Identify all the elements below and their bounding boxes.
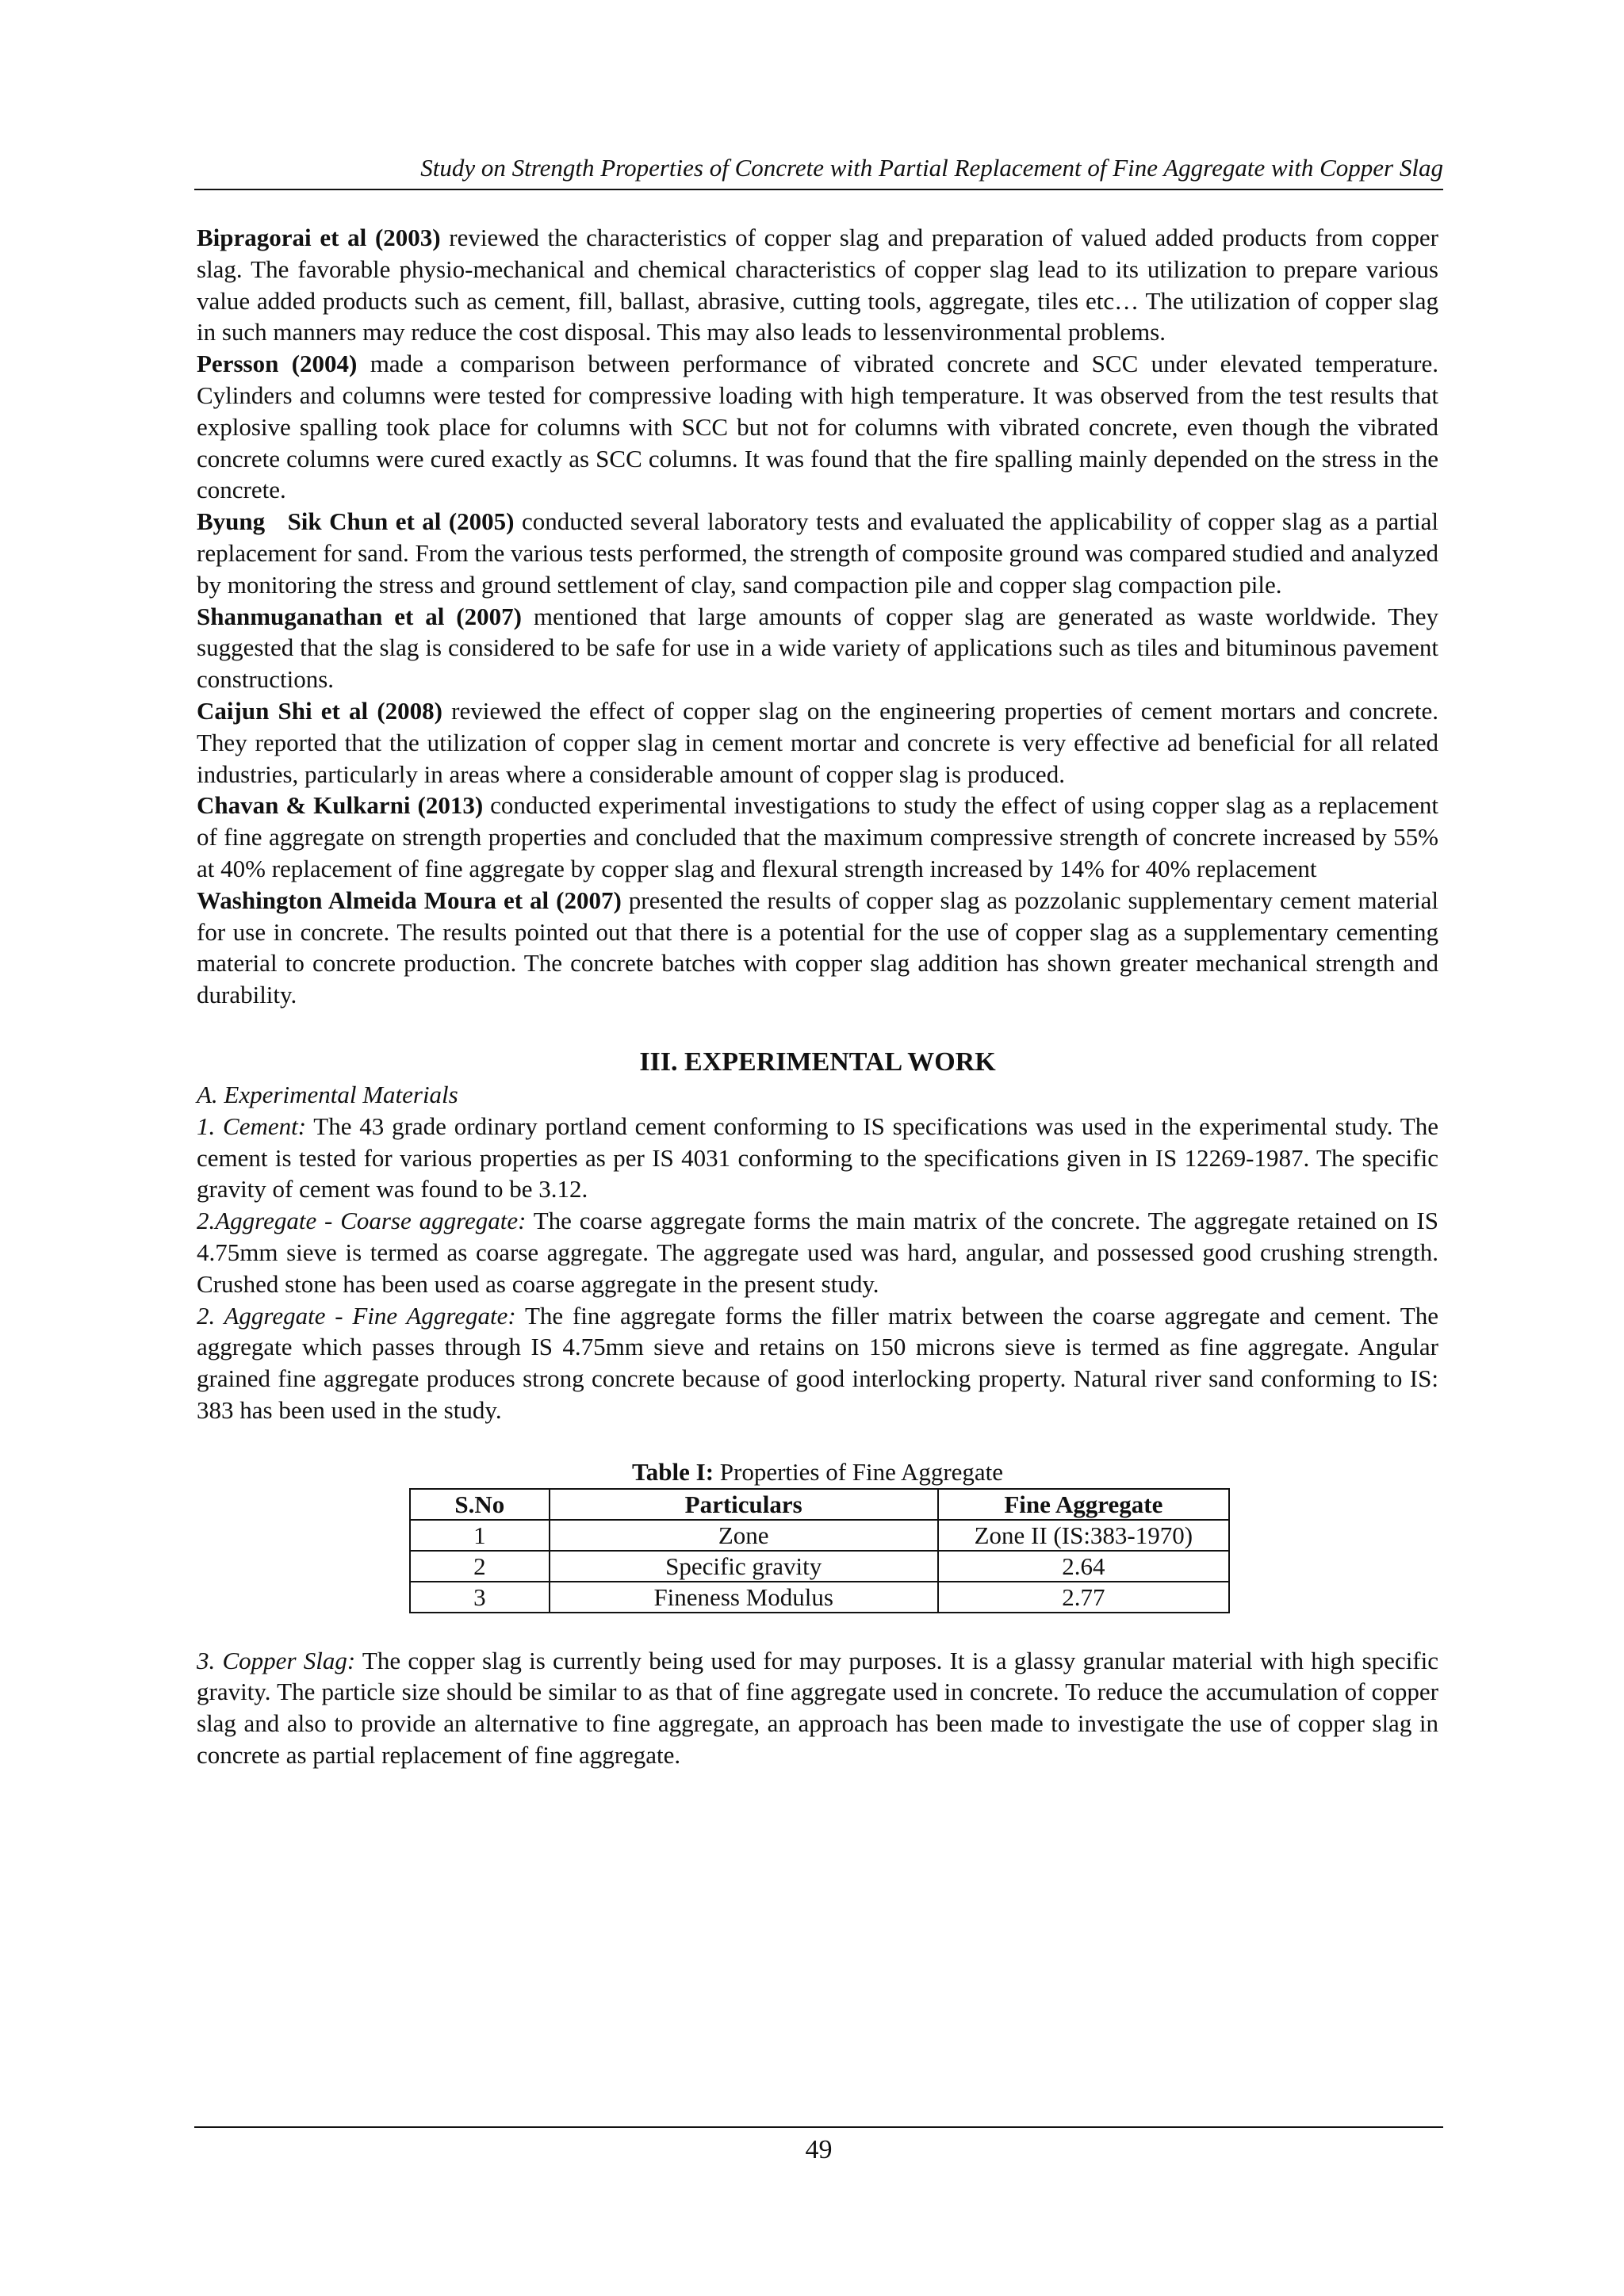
review-text: conducted several laboratory tests and evaluated the applicability of copper slag as a partial replacement for sand. From the various tests performed, the strength of composite ground was compared studied and analyzed by monitoring the stress and ground settlement of clay, sand compaction pile and copper slag compaction pile. [197,507,1438,599]
copper-slag-label: 3. Copper Slag: [197,1646,356,1674]
table-caption-label: Table I: [631,1457,714,1486]
review-text: made a comparison between performance of vibrated concrete and SCC under elevated temperature. Cylinders and columns were tested for compressive loading with high temperature. It was observed from the test results that explosive spalling took place for columns with SCC but not for columns with vibrated concrete, even though the vibrated concrete columns were cured exactly as SCC columns. It was found that the fire spalling mainly depended on the stress in the concrete. [197,350,1438,504]
header-rule [194,189,1443,190]
table-row [410,1582,1229,1613]
subsection-heading: A. Experimental Materials [197,1080,458,1108]
review-author: Persson (2004) [197,350,358,378]
review-text: reviewed the effect of copper slag on the engineering properties of cement mortars and concrete. They reported that the utilization of copper slag in cement mortar and concrete is very effective ad beneficial for all related industries, particularly in areas where a considerable amount of copper slag is produced. [197,696,1438,788]
fine-aggregate-text: The fine aggregate forms the filler matrix between the coarse aggregate and cement. The aggregate which passes through IS 4.75mm sieve and retains on 150 microns sieve is termed as fine aggregate. Angular grained fine aggregate produces strong concrete because of good interlocking property. Natural river sand conforming to IS: 383 has been used in the study. [197,1301,1438,1424]
header-cell-particulars: Particulars [550,1489,938,1520]
review-author: Caijun Shi et al (2008) [197,696,442,725]
review-text: reviewed the characteristics of copper slag and preparation of valued added products from copper slag. The favorable physio-mechanical and chemical characteristics of copper slag lead to its utilization to prepare various value added products such as cement, fill, ballast, abrasive, cutting tools, aggregate, tiles etc… The utilization of copper slag in such manners may reduce the cost disposal. This may also leads to lessenvironmental problems. [197,224,1438,346]
review-paragraph [197,348,1438,506]
review-author: Chavan & Kulkarni (2013) [197,791,484,820]
fine-aggregate-label: 2. Aggregate - Fine Aggregate: [197,1301,516,1330]
header-cell-fine-aggregate: Fine Aggregate [938,1489,1229,1520]
header-cell-sno: S.No [410,1489,550,1520]
review-text: mentioned that large amounts of copper slag are generated as waste worldwide. They suggested that the slag is considered to be safe for use in a wide variety of applications such as tiles and bituminous pavement constructions. [197,602,1438,694]
table-cell: Zone II (IS:383-1970) [938,1520,1229,1551]
running-header: Study on Strength Properties of Concrete with Partial Replacement of Fine Aggregate with Copper Slag [420,154,1443,182]
table-caption-text: Properties of Fine Aggregate [714,1457,1004,1486]
review-paragraph [197,601,1438,695]
table-cell: Zone [550,1520,938,1551]
section-heading: III. EXPERIMENTAL WORK [639,1047,996,1077]
review-author: Bipragorai et al (2003) [197,224,441,251]
table-row [410,1551,1229,1582]
review-paragraph [197,885,1438,1011]
review-text: conducted experimental investigations to study the effect of using copper slag as a replacement of fine aggregate on strength properties and concluded that the maximum compressive strength of concrete increased by 55% at 40% replacement of fine aggregate by copper slag and flexural strength increased by 14% for 40% replacement [197,791,1438,882]
table-cell: Fineness Modulus [550,1582,938,1613]
table-caption [197,1458,1438,1487]
review-paragraph [197,506,1438,600]
review-paragraph [197,695,1438,790]
coarse-aggregate-text: The coarse aggregate forms the main matrix of the concrete. The aggregate retained on IS 4.75mm sieve is termed as coarse aggregate. The aggregate used was hard, angular, and possessed good crushing strength. Crushed stone has been used as coarse aggregate in the present study. [197,1207,1438,1298]
table-cell: 2.64 [938,1551,1229,1582]
page-number: 49 [805,2135,833,2164]
footer-rule [194,2126,1443,2128]
table-header-row [410,1489,1229,1520]
coarse-aggregate-label: 2.Aggregate - Coarse aggregate: [197,1207,527,1235]
review-text: presented the results of copper slag as pozzolanic supplementary cement material for use in concrete. The results pointed out that there is a potential for the use of copper slag as a supplementary cementing material to concrete production. The concrete batches with copper slag addition has shown greater mechanical strength and durability. [197,886,1438,1009]
review-author: Byung Sik Chun et al (2005) [197,507,515,536]
page-body [197,222,1438,1771]
table-cell: 3 [410,1582,550,1613]
review-paragraph [197,222,1438,348]
cement-paragraph [197,1111,1438,1205]
review-paragraph [197,790,1438,884]
review-author: Washington Almeida Moura et al (2007) [197,886,622,914]
table-cell: 2.77 [938,1582,1229,1613]
cement-text: The 43 grade ordinary portland cement conforming to IS specifications was used in the experimental study. The cement is tested for various properties as per IS 4031 conforming to the specifications given in IS 12269-1987. The specific gravity of cement was found to be 3.12. [197,1112,1438,1203]
coarse-aggregate-paragraph [197,1205,1438,1299]
fine-aggregate-paragraph [197,1300,1438,1426]
review-author: Shanmuganathan et al (2007) [197,602,522,630]
copper-slag-text: The copper slag is currently being used for may purposes. It is a glassy granular material with high specific gravity. The particle size should be similar to as that of fine aggregate used in concrete. To reduce the accumulation of copper slag and also to provide an alternative to fine aggregate, an approach has been made to investigate the use of copper slag in concrete as partial replacement of fine aggregate. [197,1646,1438,1770]
cement-label: 1. Cement: [197,1112,307,1140]
table-cell: 2 [410,1551,550,1582]
table-cell: 1 [410,1520,550,1551]
table-cell: Specific gravity [550,1551,938,1582]
fine-aggregate-properties-table [409,1488,1230,1613]
copper-slag-paragraph [197,1645,1438,1771]
table-row [410,1520,1229,1551]
